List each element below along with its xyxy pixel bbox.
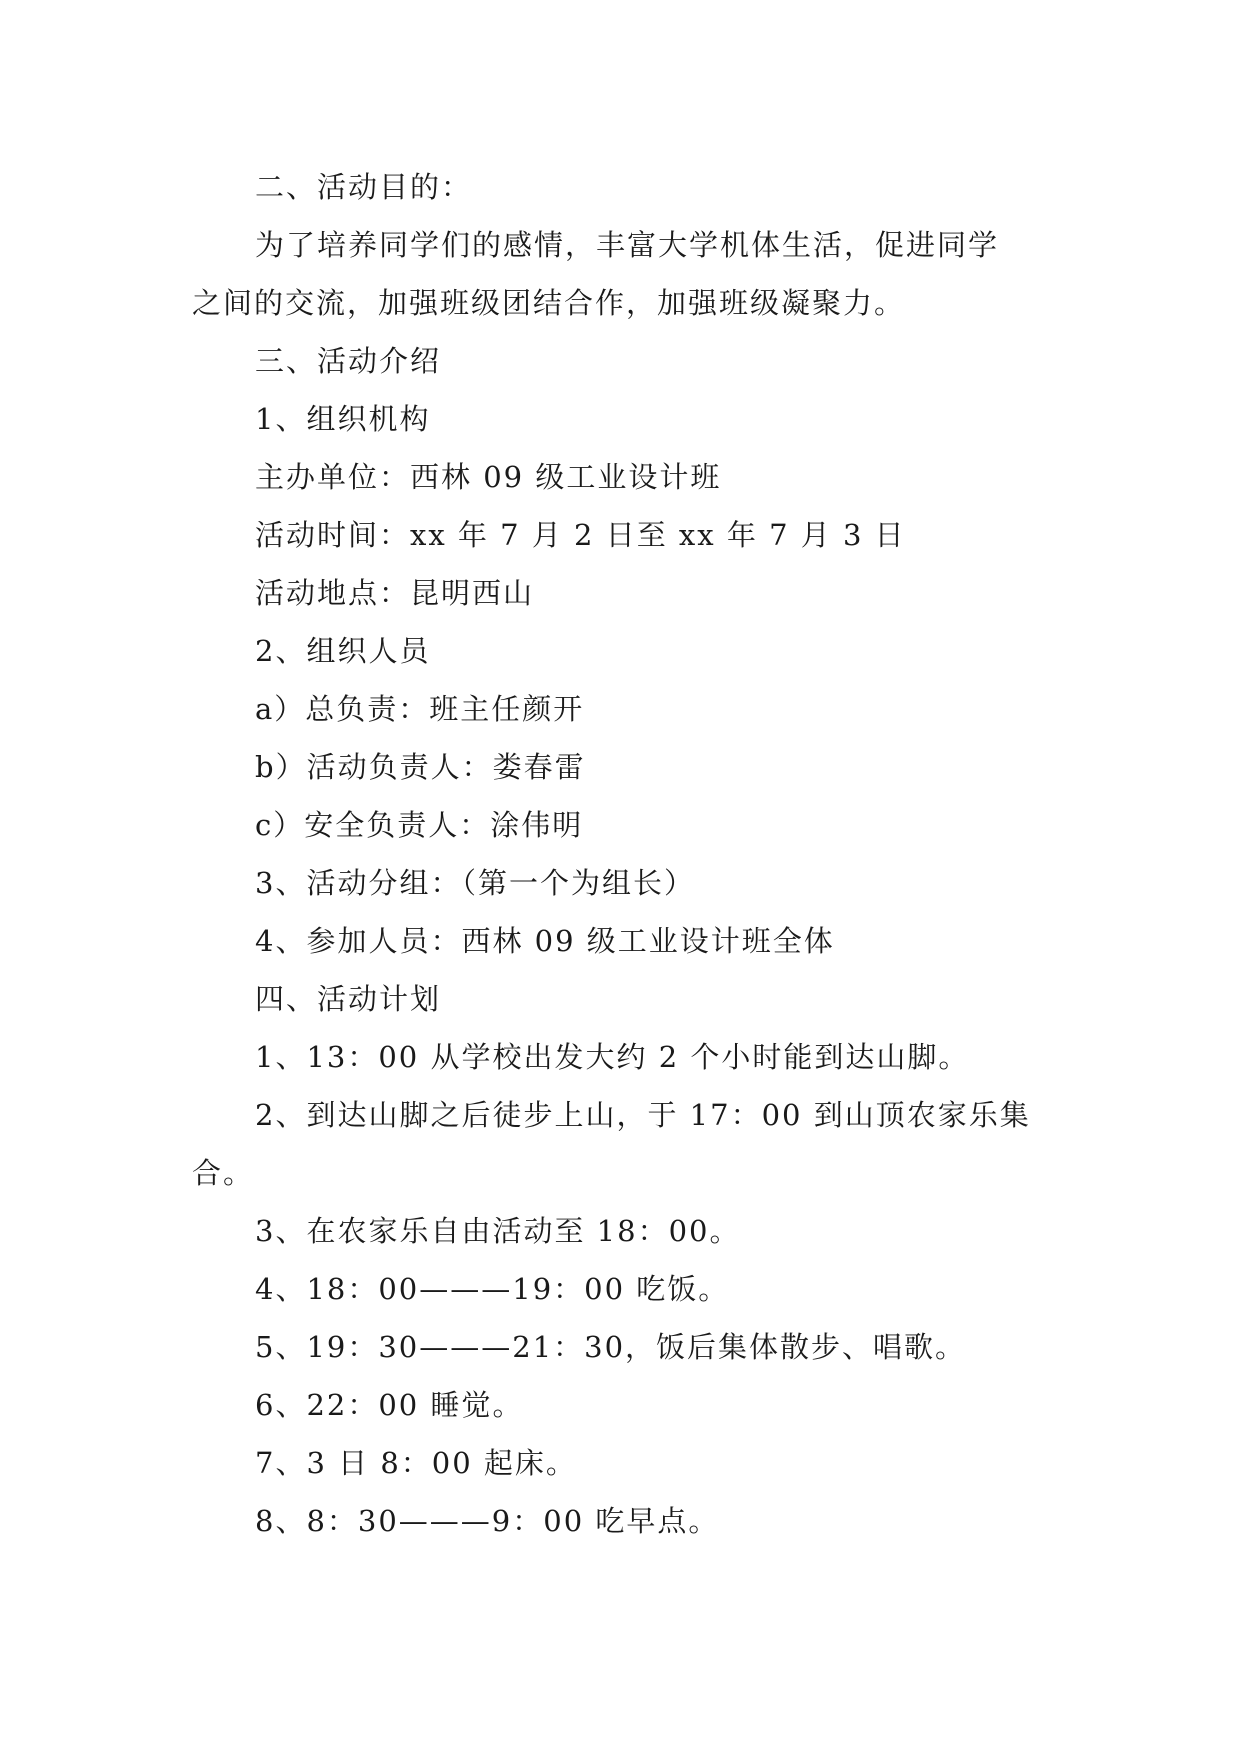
- grouping-line: 3、活动分组：（第一个为组长）: [255, 866, 695, 900]
- plan-item-continuation: 合。: [192, 1156, 255, 1190]
- staff-item: c）安全负责人：涂伟明: [255, 808, 584, 842]
- staff-item: b）活动负责人：娄春雷: [255, 750, 586, 784]
- subheading-organization: 1、组织机构: [255, 402, 431, 436]
- plan-item: 4、18：00———19：00 吃饭。: [255, 1272, 730, 1306]
- activity-location-line: 活动地点：昆明西山: [255, 576, 535, 610]
- paragraph-line: 之间的交流，加强班级团结合作，加强班级凝聚力。: [192, 286, 906, 320]
- subheading-staff: 2、组织人员: [255, 634, 431, 668]
- plan-item: 1、13：00 从学校出发大约 2 个小时能到达山脚。: [255, 1040, 970, 1074]
- activity-time-line: 活动时间：xx 年 7 月 2 日至 xx 年 7 月 3 日: [255, 518, 906, 552]
- plan-item: 8、8：30———9：00 吃早点。: [255, 1504, 720, 1538]
- section-heading-plan: 四、活动计划: [255, 982, 442, 1016]
- paragraph-line: 为了培养同学们的感情，丰富大学机体生活，促进同学: [255, 228, 1000, 262]
- participants-line: 4、参加人员：西林 09 级工业设计班全体: [255, 924, 835, 958]
- plan-item: 5、19：30———21：30，饭后集体散步、唱歌。: [255, 1330, 967, 1364]
- plan-item: 7、3 日 8：00 起床。: [255, 1446, 577, 1480]
- plan-item: 6、22：00 睡觉。: [255, 1388, 524, 1422]
- section-heading-introduction: 三、活动介绍: [255, 344, 442, 378]
- organizer-line: 主办单位：西林 09 级工业设计班: [255, 460, 722, 494]
- plan-item: 2、到达山脚之后徒步上山，于 17：00 到山顶农家乐集: [255, 1098, 1031, 1132]
- section-heading-purpose: 二、活动目的：: [255, 170, 473, 204]
- staff-item: a）总负责：班主任颜开: [255, 692, 585, 726]
- plan-item: 3、在农家乐自由活动至 18：00。: [255, 1214, 741, 1248]
- document-body: [192, 158, 1054, 1550]
